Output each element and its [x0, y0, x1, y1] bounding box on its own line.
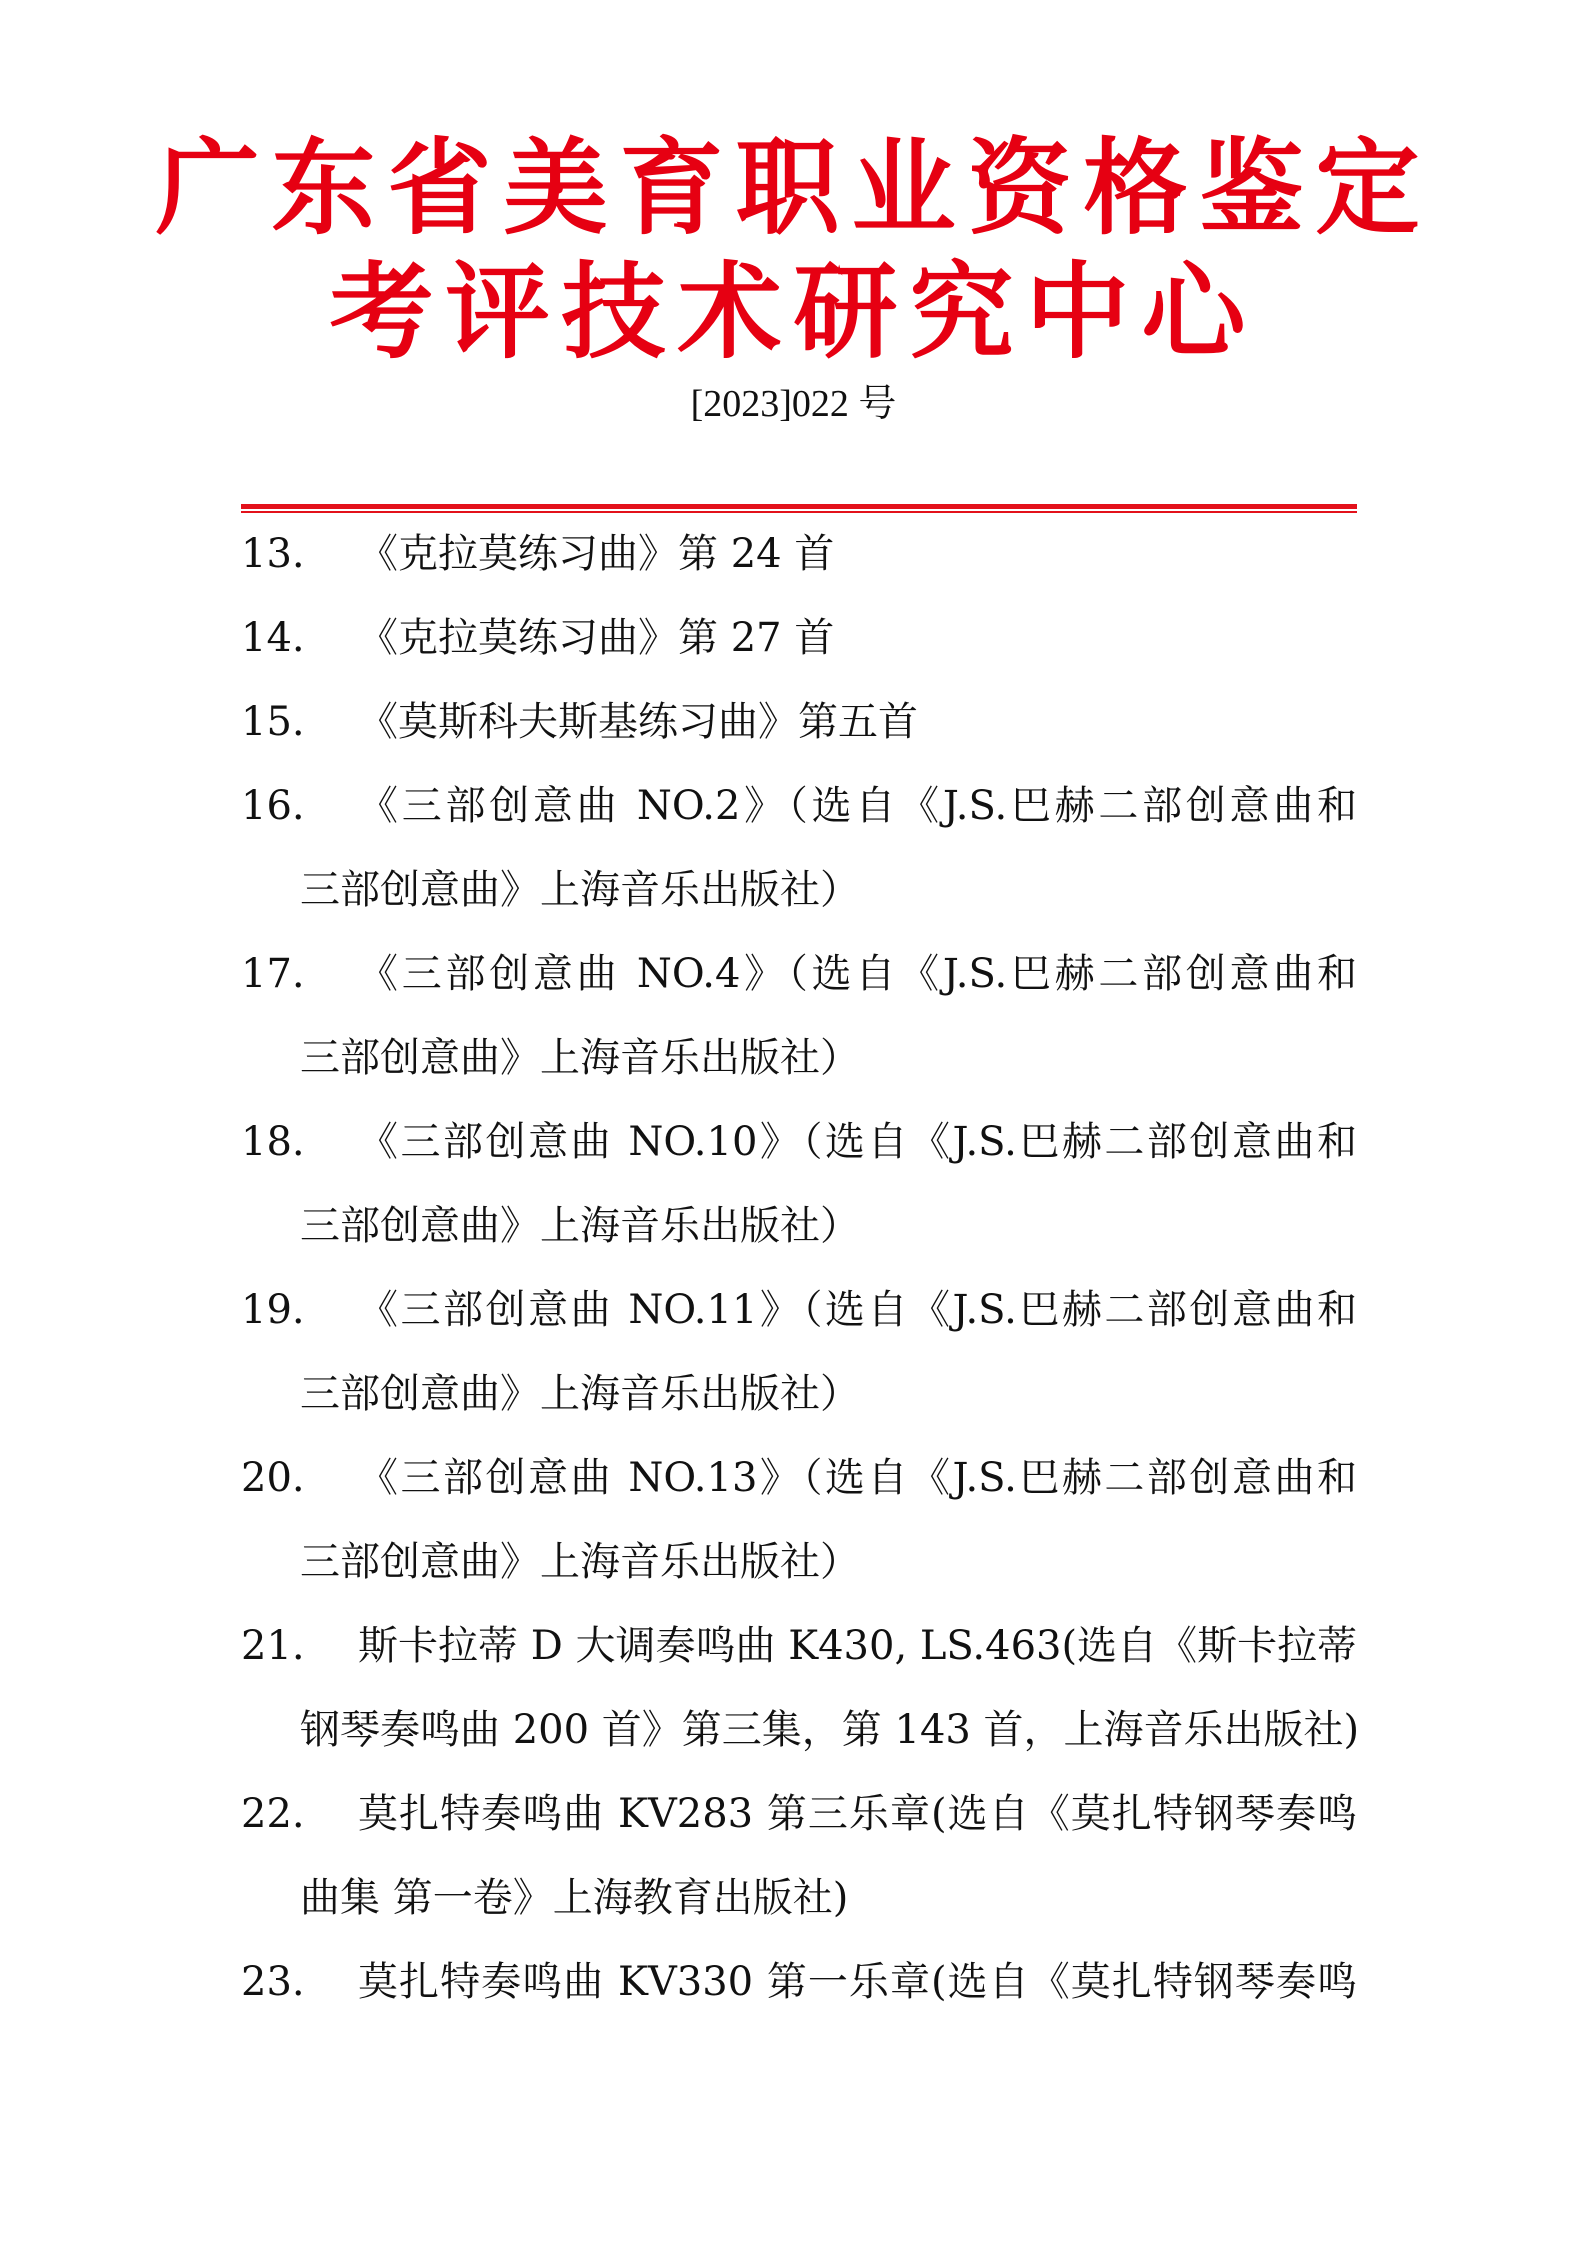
- item-number: 13.: [241, 531, 305, 577]
- list-item-line: [241, 1772, 1357, 1856]
- item-text: 三部创意曲》上海音乐出版社）: [300, 1539, 860, 1585]
- item-number: 22.: [241, 1791, 305, 1837]
- list-item-line: [241, 1940, 1357, 2024]
- list-item-line: [241, 680, 1357, 764]
- item-text: 斯卡拉蒂 D 大调奏鸣曲 K430, LS.463(选自《斯卡拉蒂: [358, 1623, 1358, 1669]
- list-item-line: [241, 1688, 1360, 1772]
- list-item-line: [241, 1352, 1357, 1436]
- item-number: 16.: [241, 783, 305, 829]
- item-text: 《三部创意曲 NO.2》（选自《J.S.巴赫二部创意曲和: [358, 783, 1357, 829]
- item-text: 三部创意曲》上海音乐出版社）: [300, 1203, 860, 1249]
- item-number: 14.: [241, 615, 305, 661]
- item-number: 19.: [241, 1287, 305, 1333]
- item-text: 《克拉莫练习曲》第 24 首: [358, 531, 835, 577]
- item-text: 《三部创意曲 NO.10》（选自《J.S.巴赫二部创意曲和: [358, 1119, 1357, 1165]
- list-item-line: [241, 1436, 1357, 1520]
- repertoire-list: [241, 512, 1360, 2024]
- item-text: 莫扎特奏鸣曲 KV330 第一乐章(选自《莫扎特钢琴奏鸣: [358, 1959, 1357, 2005]
- document-number: [2023]022 号: [690, 383, 897, 425]
- item-number: 23.: [241, 1959, 305, 2005]
- list-item-line: [241, 1100, 1357, 1184]
- list-item-line: [241, 512, 1357, 596]
- list-item-line: [241, 848, 1357, 932]
- list-item-line: [241, 1856, 1357, 1940]
- item-number: 17.: [241, 951, 305, 997]
- item-text: 三部创意曲》上海音乐出版社）: [300, 1035, 860, 1081]
- item-text: 《三部创意曲 NO.11》（选自《J.S.巴赫二部创意曲和: [358, 1287, 1357, 1333]
- item-text: 三部创意曲》上海音乐出版社）: [300, 867, 860, 913]
- list-item-line: [241, 1520, 1357, 1604]
- list-item-line: [241, 764, 1357, 848]
- list-item-line: [241, 1016, 1357, 1100]
- title-line-1: 广东省美育职业资格鉴定: [155, 127, 1432, 249]
- item-text: 《三部创意曲 NO.4》（选自《J.S.巴赫二部创意曲和: [358, 951, 1357, 997]
- item-text: 三部创意曲》上海音乐出版社）: [300, 1371, 860, 1417]
- list-item-line: [241, 1604, 1357, 1688]
- item-text: 《三部创意曲 NO.13》（选自《J.S.巴赫二部创意曲和: [358, 1455, 1357, 1501]
- list-item-line: [241, 932, 1357, 1016]
- item-text: 《克拉莫练习曲》第 27 首: [358, 615, 835, 661]
- item-number: 18.: [241, 1119, 305, 1165]
- item-number: 20.: [241, 1455, 305, 1501]
- item-text: 《莫斯科夫斯基练习曲》第五首: [358, 699, 918, 745]
- title-line-2: 考评技术研究中心: [329, 251, 1258, 373]
- item-text: 莫扎特奏鸣曲 KV283 第三乐章(选自《莫扎特钢琴奏鸣: [358, 1791, 1357, 1837]
- list-item-line: [241, 596, 1357, 680]
- item-number: 21.: [241, 1623, 305, 1669]
- list-item-line: [241, 1184, 1357, 1268]
- list-item-line: [241, 1268, 1357, 1352]
- red-divider-thick: [241, 504, 1357, 509]
- item-text: 钢琴奏鸣曲 200 首》第三集，第 143 首，上海音乐出版社): [300, 1707, 1360, 1753]
- item-text: 曲集 第一卷》上海教育出版社): [300, 1875, 849, 1921]
- item-number: 15.: [241, 699, 305, 745]
